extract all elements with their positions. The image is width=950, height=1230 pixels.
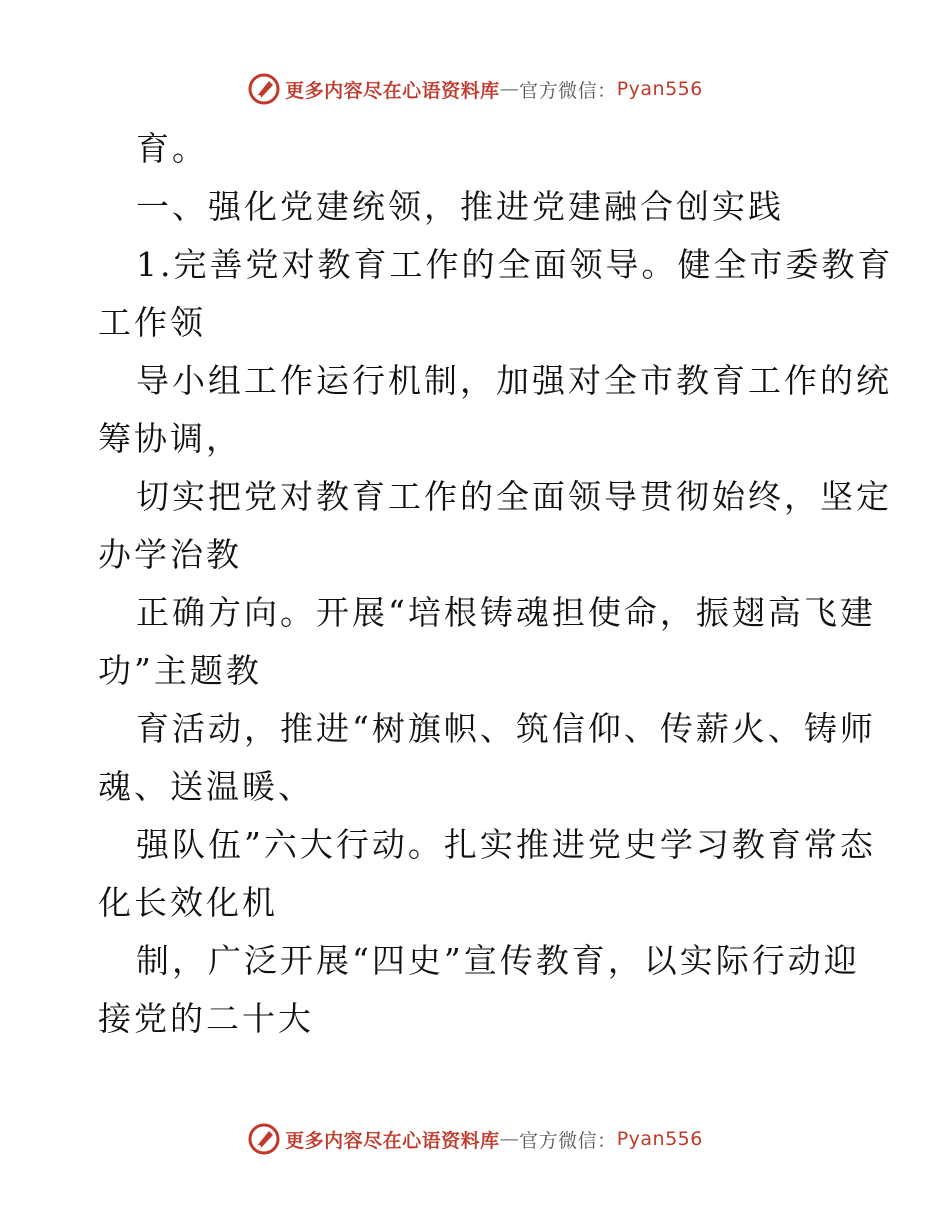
text-line: 接党的二十大 [98, 999, 314, 1038]
watermark-wechat-label: 官方微信： [519, 79, 617, 102]
text-line: 工作领 [98, 303, 206, 342]
watermark-brand: 更多内容尽在心语资料库 [285, 1129, 500, 1152]
watermark-wechat-id: Pyan556 [616, 1128, 703, 1150]
header-watermark [0, 72, 950, 106]
watermark-wechat-id: Pyan556 [616, 78, 703, 100]
watermark-brand: 更多内容尽在心语资料库 [285, 79, 500, 102]
text-line: 筹协调， [98, 419, 242, 458]
text-line: 1.完善党对教育工作的全面领导。健全市委教育 [136, 245, 894, 284]
pen-nib-logo-icon [247, 1122, 281, 1156]
text-line: 办学治教 [98, 535, 242, 574]
text-line: 制，广泛开展“四史”宣传教育，以实际行动迎 [136, 941, 860, 980]
text-line: 育活动，推进“树旗帜、筑信仰、传薪火、铸师 [136, 709, 876, 748]
watermark-dash: — [499, 1128, 520, 1150]
text-line: 切实把党对教育工作的全面领导贯彻始终，坚定 [136, 477, 892, 516]
footer-watermark [0, 1122, 950, 1156]
text-line: 导小组工作运行机制，加强对全市教育工作的统 [136, 361, 892, 400]
text-line: 育。 [136, 129, 208, 168]
watermark-dash: — [499, 78, 520, 100]
text-line: 化长效化机 [98, 883, 278, 922]
text-line: 功”主题教 [98, 651, 262, 690]
document-body [98, 120, 894, 1048]
text-line: 正确方向。开展“培根铸魂担使命，振翅高飞建 [136, 593, 876, 632]
pen-nib-logo-icon [247, 72, 281, 106]
text-line: 强队伍”六大行动。扎实推进党史学习教育常态 [136, 825, 876, 864]
text-line: 魂、送温暖、 [98, 767, 314, 806]
watermark-wechat-label: 官方微信： [519, 1129, 617, 1152]
section-heading: 一、强化党建统领，推进党建融合创实践 [136, 187, 784, 226]
